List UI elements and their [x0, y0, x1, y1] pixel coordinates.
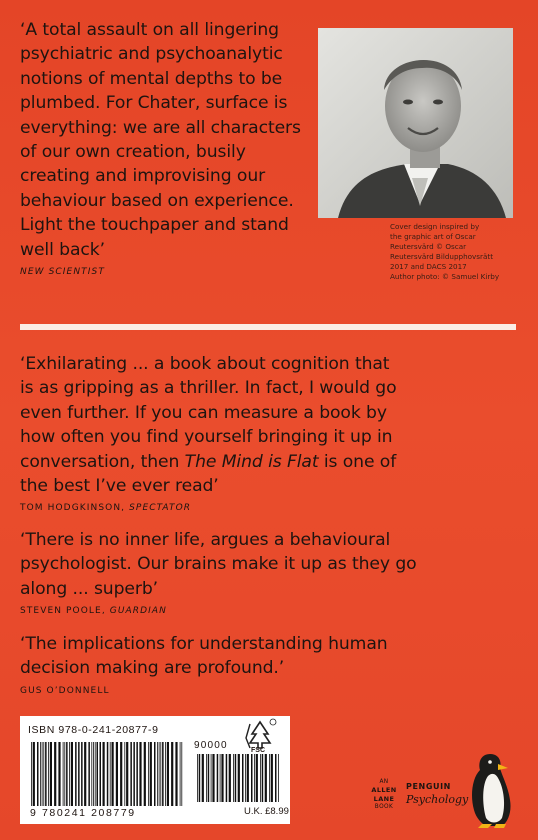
- quote-line: is as gripping as a thriller. In fact, I would go: [20, 378, 397, 399]
- cover-credits: [390, 222, 520, 282]
- barcode-bar: [208, 754, 210, 802]
- barcode-bar: [37, 742, 39, 806]
- barcode-number: 9 780241 208779: [30, 807, 136, 819]
- barcode-bar: [229, 754, 231, 802]
- quote-odonnell: [20, 632, 520, 697]
- barcode-bar: [58, 742, 60, 806]
- barcode-bar: [63, 742, 64, 806]
- barcode-bar: [120, 742, 122, 806]
- barcode-bar: [251, 754, 253, 802]
- barcode-bar: [211, 754, 212, 802]
- barcode-bar: [103, 742, 105, 806]
- barcode-bar: [217, 754, 219, 802]
- quote-line: ‘A total assault on all lingering: [20, 20, 279, 40]
- quote-source: STEVEN POOLE, GUARDIAN: [20, 606, 168, 617]
- barcode-bar: [260, 754, 261, 802]
- barcode-bar: [97, 742, 99, 806]
- barcode-bar: [160, 742, 161, 806]
- price: U.K. £8.99: [244, 806, 289, 817]
- barcode-bar: [150, 742, 152, 806]
- penguin-logo-icon: [468, 752, 516, 828]
- barcode-bar: [165, 742, 166, 806]
- barcode-bar: [262, 754, 264, 802]
- barcode-bar: [107, 742, 109, 806]
- barcode-bar: [78, 742, 80, 806]
- barcode-bar: [221, 754, 223, 802]
- barcode-bar: [91, 742, 92, 806]
- barcode-bar: [269, 754, 270, 802]
- barcode-bar: [139, 742, 141, 806]
- quote-line: behaviour based on experience.: [20, 190, 294, 211]
- barcode-bar: [171, 742, 173, 806]
- barcode-bar: [181, 742, 182, 806]
- author-photo: [318, 28, 513, 218]
- barcode-bar: [64, 742, 65, 806]
- barcode-bar: [75, 742, 77, 806]
- barcode-bars: [30, 742, 198, 806]
- publisher-imprint: [370, 778, 480, 828]
- barcode-bar: [256, 754, 258, 802]
- barcode-bar: [48, 742, 49, 806]
- barcode-bar: [54, 742, 56, 806]
- barcode-bar: [144, 742, 146, 806]
- barcode-bar: [130, 742, 132, 806]
- barcode-bar: [42, 742, 43, 806]
- barcode-bar: [162, 742, 164, 806]
- barcode-bar: [245, 754, 246, 802]
- credit-line: Cover design inspired by: [390, 222, 480, 231]
- barcode-bar: [247, 754, 249, 802]
- quote-line: along ... superb’: [20, 578, 159, 599]
- barcode-bar: [220, 754, 221, 802]
- quote-line: plumbed. For Chater, surface is: [20, 93, 288, 114]
- quote-line: well back’: [20, 239, 105, 260]
- credit-line: 2017 and DACS 2017: [390, 262, 467, 271]
- quote-line: conversation, then The Mind is Flat is one of: [20, 451, 397, 472]
- barcode-bar: [212, 754, 214, 802]
- quote-line: creating and improvising our: [20, 166, 266, 187]
- barcode-bar: [154, 742, 156, 806]
- book-title: The Mind is Flat: [184, 451, 319, 472]
- quote-line: ‘Exhilarating ... a book about cognition that: [20, 354, 390, 374]
- barcode-bar: [265, 754, 267, 802]
- quote-line: everything: we are all characters: [20, 117, 301, 138]
- barcode-bar: [278, 754, 279, 802]
- barcode-bar: [180, 742, 181, 806]
- barcode-bar: [206, 754, 207, 802]
- barcode-bar: [69, 742, 70, 806]
- barcode-bar: [271, 754, 273, 802]
- addon-barcode-bars: [196, 754, 280, 802]
- barcode-bar: [40, 742, 41, 806]
- addon-number: 90000: [194, 740, 228, 751]
- quote-source: NEW SCIENTIST: [20, 267, 105, 278]
- barcode-bar: [45, 742, 47, 806]
- barcode-bar: [124, 742, 125, 806]
- credit-line: Reutersvärd © Oscar: [390, 242, 467, 251]
- barcode-bar: [71, 742, 73, 806]
- quote-source: GUS O’DONNELL: [20, 685, 110, 696]
- barcode-bar: [202, 754, 204, 802]
- barcode-bar: [242, 754, 244, 802]
- barcode-bar: [66, 742, 68, 806]
- fsc-label: FSC: [251, 747, 265, 754]
- barcode-bar: [31, 742, 32, 806]
- quote-guardian: [20, 528, 520, 617]
- quote-line: ‘The implications for understanding human: [20, 634, 388, 654]
- barcode-bar: [233, 754, 234, 802]
- barcode-bar: [167, 742, 169, 806]
- quote-line: even further. If you can measure a book by: [20, 402, 387, 423]
- quote-line: psychiatric and psychoanalytic: [20, 44, 283, 65]
- barcode-bar: [157, 742, 158, 806]
- quote-spectator: [20, 352, 510, 514]
- barcode-bar: [112, 742, 114, 806]
- barcode-bar: [136, 742, 138, 806]
- barcode-bar: [43, 742, 44, 806]
- credit-line: Author photo: © Samuel Kirby: [390, 272, 500, 281]
- quote-line: notions of mental depths to be: [20, 68, 283, 89]
- barcode-bar: [93, 742, 94, 806]
- barcode-bar: [133, 742, 135, 806]
- allen-lane-logo: [370, 778, 398, 812]
- barcode-bar: [197, 754, 198, 802]
- barcode-bar: [33, 742, 35, 806]
- credit-line: the graphic art of Oscar: [390, 232, 476, 241]
- psychology-imprint: Psychology: [406, 793, 469, 806]
- allen-book: BOOK: [374, 804, 394, 811]
- quote-new-scientist: [20, 18, 320, 278]
- barcode-bar: [84, 742, 86, 806]
- barcode-bar: [126, 742, 128, 806]
- barcode-bar: [81, 742, 83, 806]
- barcode-panel: [20, 716, 290, 824]
- barcode-bar: [199, 754, 201, 802]
- quote-line: decision making are profound.’: [20, 658, 285, 679]
- barcode-bar: [88, 742, 90, 806]
- barcode-bar: [226, 754, 228, 802]
- barcode-bar: [235, 754, 237, 802]
- barcode-bar: [159, 742, 160, 806]
- quote-source: TOM HODGKINSON, SPECTATOR: [20, 503, 192, 514]
- allen-an: AN: [379, 779, 389, 785]
- quote-line: Light the touchpaper and stand: [20, 215, 289, 236]
- quote-line: the best I’ve ever read’: [20, 476, 219, 497]
- barcode-bar: [275, 754, 277, 802]
- allen-word: ALLEN: [371, 786, 397, 795]
- barcode-bar: [175, 742, 177, 806]
- isbn-text: ISBN 978-0-241-20877-9: [28, 724, 159, 736]
- penguin-wordmark: PENGUIN: [406, 782, 451, 791]
- quote-line: of our own creation, busily: [20, 142, 246, 163]
- credit-line: Reutersvärd Bildupphovsrätt: [390, 252, 494, 261]
- barcode-bar: [116, 742, 118, 806]
- barcode-bar: [50, 742, 52, 806]
- barcode-bar: [110, 742, 111, 806]
- barcode-bar: [238, 754, 240, 802]
- barcode-bar: [254, 754, 255, 802]
- fsc-logo-icon: [242, 718, 278, 758]
- barcode-bar: [148, 742, 149, 806]
- quote-line: psychologist. Our brains make it up as they go: [20, 554, 417, 575]
- lane-word: LANE: [373, 794, 395, 803]
- quote-line: how often you find yourself bringing it up in: [20, 427, 393, 448]
- barcode-bar: [95, 742, 96, 806]
- divider-bar: [20, 324, 516, 330]
- quote-line: ‘There is no inner life, argues a behavioural: [20, 530, 391, 550]
- barcode-bar: [100, 742, 102, 806]
